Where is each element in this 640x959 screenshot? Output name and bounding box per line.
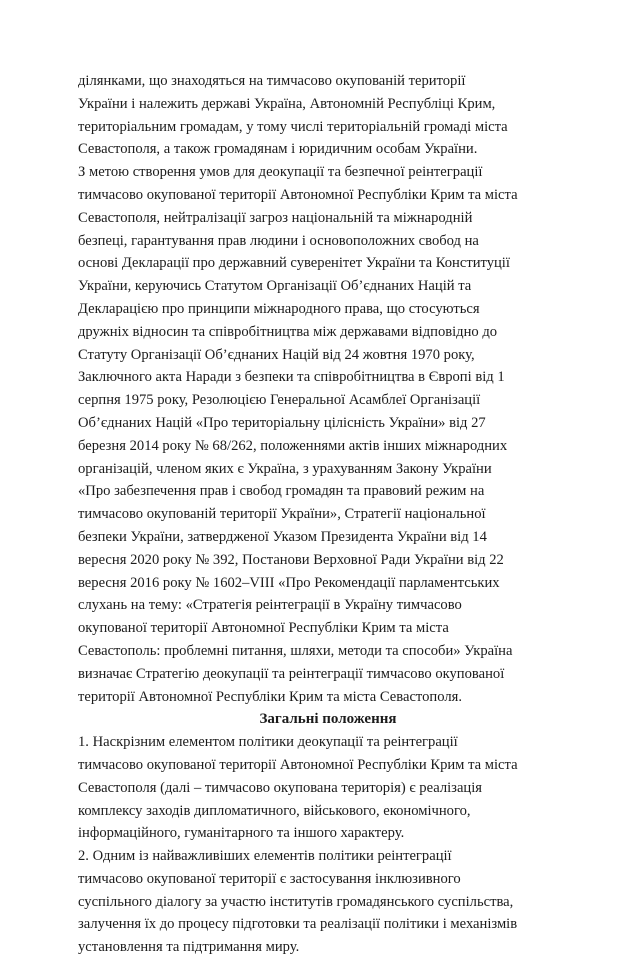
text-line: комплексу заходів дипломатичного, військового, економічного, (78, 802, 471, 819)
document-page (78, 70, 578, 959)
text-line: Севастополь: проблемні питання, шляхи, методи та способи» Україна (78, 642, 513, 659)
text-line: дружніх відносин та співробітництва між державами відповідно до (78, 323, 498, 340)
text-line: визначає Стратегію деокупації та реінтеграції тимчасово окупованої (78, 665, 505, 682)
section-heading: Загальні положення (259, 711, 397, 728)
text-line: основі Декларації про державний суверенітет України та Конституції (78, 255, 510, 272)
text-line: тимчасово окупованій території України», Стратегії національної (78, 506, 486, 523)
text-line: тимчасово окупованої території Автономної Республіки Крим та міста (78, 756, 518, 773)
text-line: серпня 1975 року, Резолюцією Генеральної Асамблеї Організації (78, 392, 481, 409)
text-line: Статуту Організації Об’єднаних Націй від 24 жовтня 1970 року, (78, 346, 475, 363)
text-line: Севастополя (далі – тимчасово окупована територія) є реалізація (78, 779, 482, 796)
text-line: ділянками, що знаходяться на тимчасово окупованій території (78, 73, 466, 89)
text-line: слухань на тему: «Стратегія реінтеграції в Україну тимчасово (78, 597, 462, 614)
text-line: Севастополя, нейтралізації загроз національній та міжнародній (78, 209, 473, 226)
text-line: березня 2014 року № 68/262, положеннями актів інших міжнародних (78, 437, 508, 454)
text-line: територіальним громадам, у тому числі територіальній громаді міста (78, 118, 508, 135)
text-line: установлення та підтримання миру. (78, 939, 300, 956)
section-paragraphs (78, 731, 578, 959)
text-line: залучення їх до процесу підготовки та реалізації політики і механізмів (78, 916, 518, 933)
text-line: суспільного діалогу за участю інститутів громадянського суспільства, (78, 893, 514, 910)
intro-paragraphs (78, 70, 578, 708)
text-line: Об’єднаних Націй «Про територіальну цілісність України» від 27 (78, 414, 486, 431)
text-line: Заключного акта Наради з безпеки та співробітництва в Європі від 1 (78, 369, 505, 386)
text-line: тимчасово окупованої території Автономної Республіки Крим та міста (78, 186, 518, 203)
text-line: інформаційного, гуманітарного та іншого характеру. (78, 825, 405, 842)
text-line: Декларацією про принципи міжнародного права, що стосуються (78, 300, 480, 317)
text-line: безпеки України, затвердженої Указом Президента України від 14 (78, 528, 487, 545)
text-line: вересня 2016 року № 1602–VIII «Про Рекомендації парламентських (78, 574, 500, 591)
text-line: організацій, членом яких є Україна, з урахуванням Закону України (78, 460, 492, 477)
text-line: 1. Наскрізним елементом політики деокупації та реінтеграції (78, 734, 458, 751)
text-line: Севастополя, а також громадянам і юридичним особам України. (78, 141, 478, 158)
text-line: «Про забезпечення прав і свобод громадян та правовий режим на (78, 483, 485, 500)
text-line: 2. Одним із найважливіших елементів політики реінтеграції (78, 848, 452, 865)
text-line: України і належить державі Україна, Автономній Республіці Крим, (78, 95, 496, 112)
text-line: З метою створення умов для деокупації та безпечної реінтеграції (78, 164, 483, 181)
text-line: території Автономної Республіки Крим та міста Севастополя. (78, 688, 462, 705)
text-line: безпеці, гарантування прав людини і основоположних свобод на (78, 232, 479, 249)
text-line: тимчасово окупованої території є застосування інклюзивного (78, 870, 461, 887)
text-line: України, керуючись Статутом Організації Об’єднаних Націй та (78, 278, 472, 295)
text-line: окупованої території Автономної Республіки Крим та міста (78, 620, 449, 637)
text-line: вересня 2020 року № 392, Постанови Верховної Ради України від 22 (78, 551, 504, 568)
